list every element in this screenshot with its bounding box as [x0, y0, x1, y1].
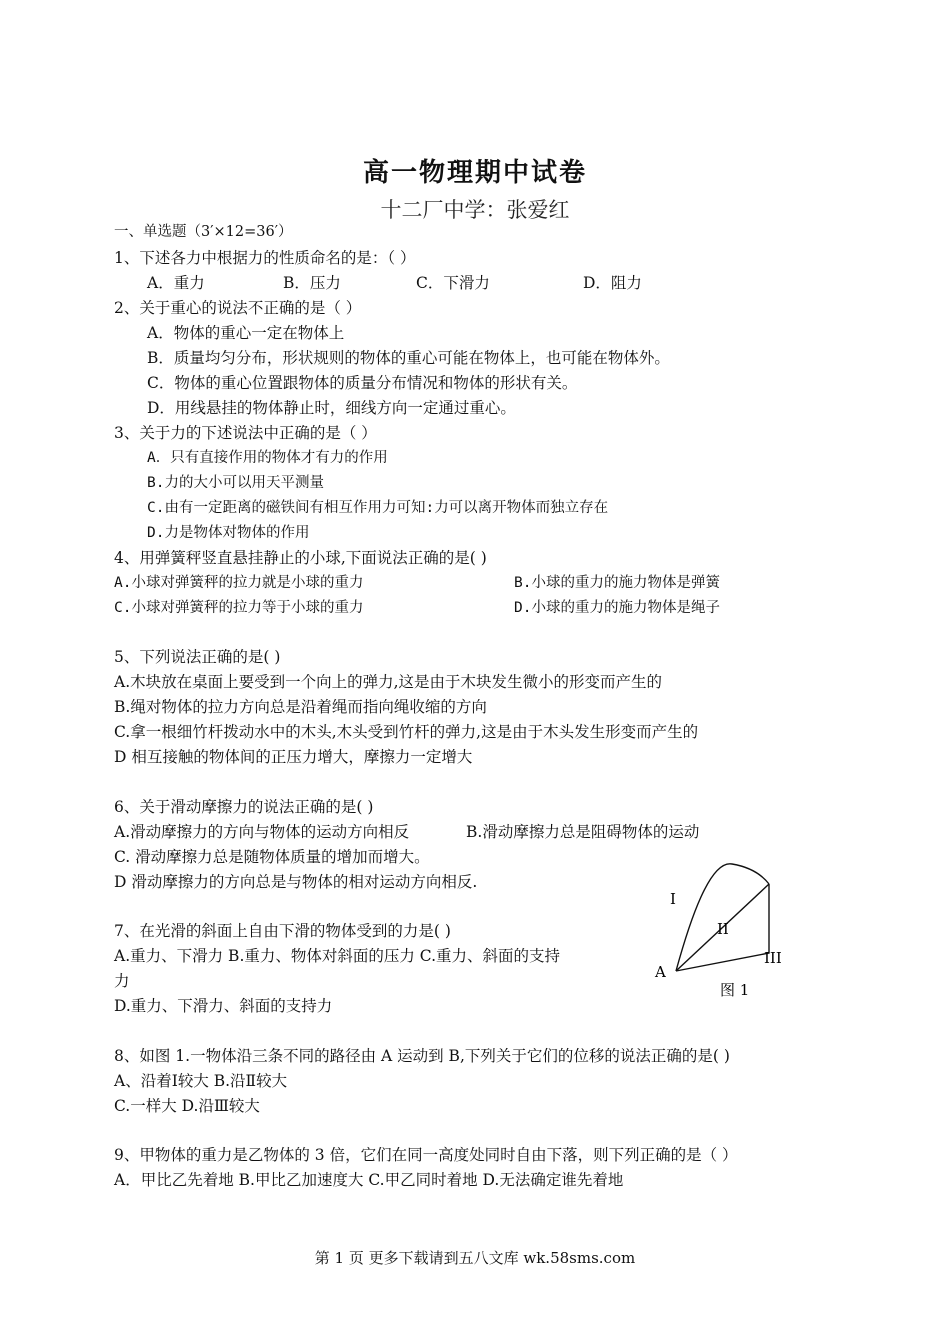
q1-option-c: C．下滑力 [416, 274, 490, 292]
q4-option-b: B.小球的重力的施力物体是弹簧 [514, 575, 720, 591]
q1-option-d: D．阻力 [583, 274, 642, 292]
q1-stem: 1、下述各力中根据力的性质命名的是：（ ） [114, 249, 416, 267]
q4-option-a: A.小球对弹簧秤的拉力就是小球的重力 [114, 575, 364, 591]
q3-stem: 3、关于力的下述说法中正确的是（ ） [114, 424, 377, 442]
q6-option-d: D 滑动摩擦力的方向总是与物体的相对运动方向相反. [114, 873, 478, 891]
q6-option-a: A.滑动摩擦力的方向与物体的运动方向相反 [114, 823, 410, 841]
label-III: III [764, 949, 782, 967]
q2-stem: 2、关于重心的说法不正确的是（ ） [114, 299, 362, 317]
label-II: II [717, 920, 729, 938]
q5-stem: 5、下列说法正确的是( ) [114, 648, 281, 666]
q2-option-c: C．物体的重心位置跟物体的质量分布情况和物体的形状有关。 [147, 374, 578, 392]
q5-option-d: D 相互接触的物体间的正压力增大，摩擦力一定增大 [114, 748, 473, 766]
author-subtitle: 十二厂中学：张爱红 [380, 198, 570, 222]
page-footer: 第 1 页 更多下载请到五八文库 wk.58sms.com [314, 1249, 636, 1267]
q3-option-a: A．只有直接作用的物体才有力的作用 [147, 450, 388, 466]
q5-option-b: B.绳对物体的拉力方向总是沿着绳而指向绳收缩的方向 [114, 698, 487, 716]
q4-stem: 4、用弹簧秤竖直悬挂静止的小球,下面说法正确的是( ) [114, 549, 487, 567]
q7-option-d: D.重力、下滑力、斜面的支持力 [114, 997, 333, 1015]
path-I [676, 864, 769, 971]
section-heading: 一、单选题（3′×12=36′） [114, 224, 293, 240]
q6-option-c: C. 滑动摩擦力总是随物体质量的增加而增大。 [114, 848, 430, 866]
label-I: I [670, 890, 676, 908]
q9-options: A．甲比乙先着地 B.甲比乙加速度大 C.甲乙同时着地 D.无法确定谁先着地 [114, 1171, 624, 1189]
q2-option-b: B．质量均匀分布，形状规则的物体的重心可能在物体上，也可能在物体外。 [147, 349, 670, 367]
q1-option-a: A．重力 [147, 274, 205, 292]
q2-option-d: D．用线悬挂的物体静止时，细线方向一定通过重心。 [147, 399, 516, 417]
q5-option-a: A.木块放在桌面上要受到一个向上的弹力,这是由于木块发生微小的形变而产生的 [114, 673, 663, 691]
q8-stem: 8、如图 1.一物体沿三条不同的路径由 A 运动到 B,下列关于它们的位移的说法正确的是( ) [114, 1047, 730, 1065]
q7-stem: 7、在光滑的斜面上自由下滑的物体受到的力是( ) [114, 922, 451, 940]
label-A: A [655, 963, 666, 981]
q3-option-d: D.力是物体对物体的作用 [147, 525, 310, 541]
q8-options-line2: C.一样大 D.沿Ⅲ较大 [114, 1097, 260, 1115]
q9-stem: 9、甲物体的重力是乙物体的 3 倍，它们在同一高度处同时自由下落，则下列正确的是（ ） [114, 1146, 738, 1164]
figure-1-paths [640, 850, 800, 1010]
q3-option-c: C.由有一定距离的磁铁间有相互作用力可知:力可以离开物体而独立存在 [147, 500, 609, 516]
q7-options-line1: A.重力、下滑力 B.重力、物体对斜面的压力 C.重力、斜面的支持 [114, 947, 561, 965]
q2-option-a: A．物体的重心一定在物体上 [147, 324, 345, 342]
q8-options-line1: A、沿着Ⅰ较大 B.沿Ⅱ较大 [114, 1072, 288, 1090]
q4-option-c: C.小球对弹簧秤的拉力等于小球的重力 [114, 600, 364, 616]
figure-caption: 图 1 [720, 981, 750, 999]
q6-stem: 6、关于滑动摩擦力的说法正确的是( ) [114, 798, 374, 816]
q5-option-c: C.拿一根细竹杆拨动水中的木头,木头受到竹杆的弹力,这是由于木头发生形变而产生的 [114, 723, 699, 741]
q4-option-d: D.小球的重力的施力物体是绳子 [514, 600, 720, 616]
q1-option-b: B．压力 [283, 274, 341, 292]
page-title: 高一物理期中试卷 [362, 158, 587, 188]
q7-options-line2: 力 [114, 972, 130, 990]
q3-option-b: B.力的大小可以用天平测量 [147, 475, 324, 491]
q6-option-b: B.滑动摩擦力总是阻碍物体的运动 [466, 823, 700, 841]
